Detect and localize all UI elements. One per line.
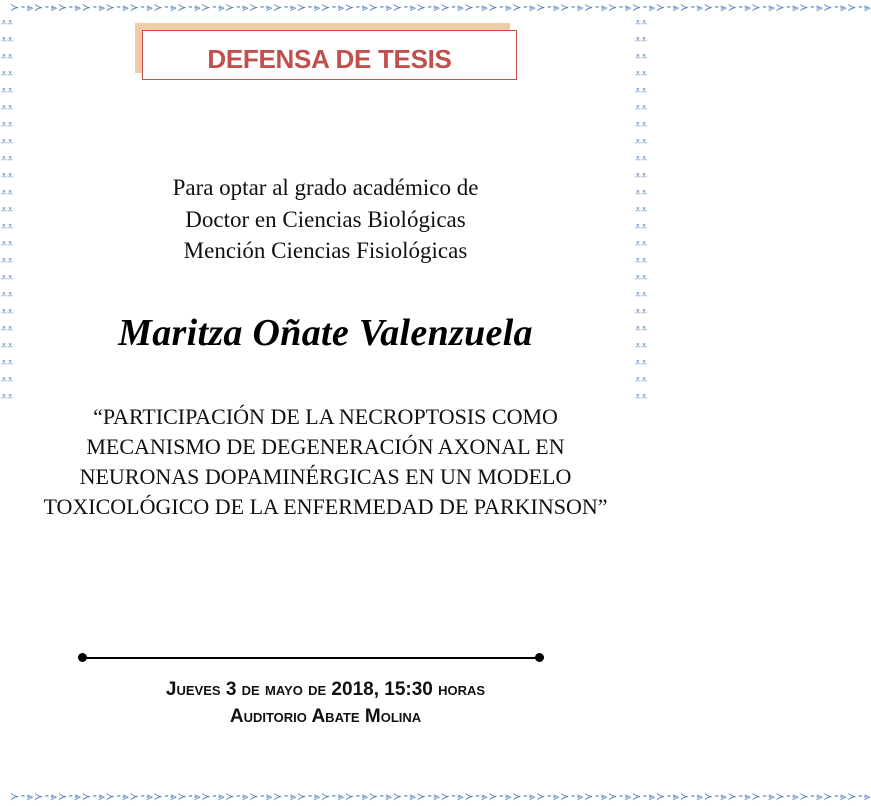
degree-block [0,172,651,267]
divider-dot-left [78,653,87,662]
thesis-title-line-4: TOXICOLÓGICO DE LA ENFERMEDAD DE PARKINSON” [43,494,608,519]
divider [80,652,542,664]
arrow-pattern-icon: ⩡⩡⩡⩡⩡⩡⩡⩡⩡⩡⩡⩡⩡⩡⩡⩡⩡⩡⩡⩡⩡⩡⩡⩡⩡⩡⩡⩡⩡⩡⩡⩡⩡⩡⩡⩡⩡⩡⩡⩡⩡⩡⩡⩡⩡⩡ [634,16,648,403]
title-box [142,30,517,80]
thesis-title-line-1: “PARTICIPACIÓN DE LA NECROPTOSIS COMO [93,404,558,429]
candidate-name: Maritza Oñate Valenzuela [118,312,533,354]
thesis-title [0,402,651,522]
divider-line [80,657,542,659]
degree-line-1: Para optar al grado académico de [172,175,479,200]
divider-dot-right [535,653,544,662]
arrow-pattern-icon: ≻⁃⪢≻⁃⪢≻⁃⪢≻⁃⪢≻⁃⪢≻⁃⪢≻⁃⪢≻⁃⪢≻⁃⪢≻⁃⪢≻⁃⪢≻⁃⪢≻⁃⪢≻⁃⪢≻⁃⪢≻⁃⪢≻⁃⪢≻⁃⪢≻⁃⪢≻⁃⪢≻⁃⪢≻⁃⪢≻⁃⪢≻⁃⪢≻⁃⪢≻⁃⪢≻⁃⪢≻⁃⪢≻⁃⪢≻⁃⪢≻⁃⪢≻⁃⪢≻⁃⪢≻⁃⪢≻⁃⪢≻⁃⪢ [10,790,871,803]
thesis-title-line-3: NEURONAS DOPAMINÉRGICAS EN UN MODELO [79,464,572,489]
arrow-pattern-icon: ≻⁃⪢≻⁃⪢≻⁃⪢≻⁃⪢≻⁃⪢≻⁃⪢≻⁃⪢≻⁃⪢≻⁃⪢≻⁃⪢≻⁃⪢≻⁃⪢≻⁃⪢≻⁃⪢≻⁃⪢≻⁃⪢≻⁃⪢≻⁃⪢≻⁃⪢≻⁃⪢≻⁃⪢≻⁃⪢≻⁃⪢≻⁃⪢≻⁃⪢≻⁃⪢≻⁃⪢≻⁃⪢≻⁃⪢≻⁃⪢≻⁃⪢≻⁃⪢≻⁃⪢≻⁃⪢≻⁃⪢≻⁃⪢ [10,1,871,14]
degree-line-2: Doctor en Ciencias Biológicas [185,206,466,232]
page-title: DEFENSA DE TESIS [207,43,452,74]
page-border-bottom [10,789,871,805]
arrow-pattern-icon: ⩡⩡⩡⩡⩡⩡⩡⩡⩡⩡⩡⩡⩡⩡⩡⩡⩡⩡⩡⩡⩡⩡⩡⩡⩡⩡⩡⩡⩡⩡⩡⩡⩡⩡⩡⩡⩡⩡⩡⩡⩡⩡⩡⩡⩡⩡ [0,16,14,403]
event-details [0,676,651,730]
thesis-title-line-2: MECANISMO DE DEGENERACIÓN AXONAL EN [86,434,565,459]
event-date-time: Jueves 3 de mayo de 2018, 15:30 horas [165,679,486,700]
page-border-top [10,0,871,16]
event-location: Auditorio Abate Molina [229,706,422,727]
degree-line-3: Mención Ciencias Fisiológicas [183,238,468,263]
